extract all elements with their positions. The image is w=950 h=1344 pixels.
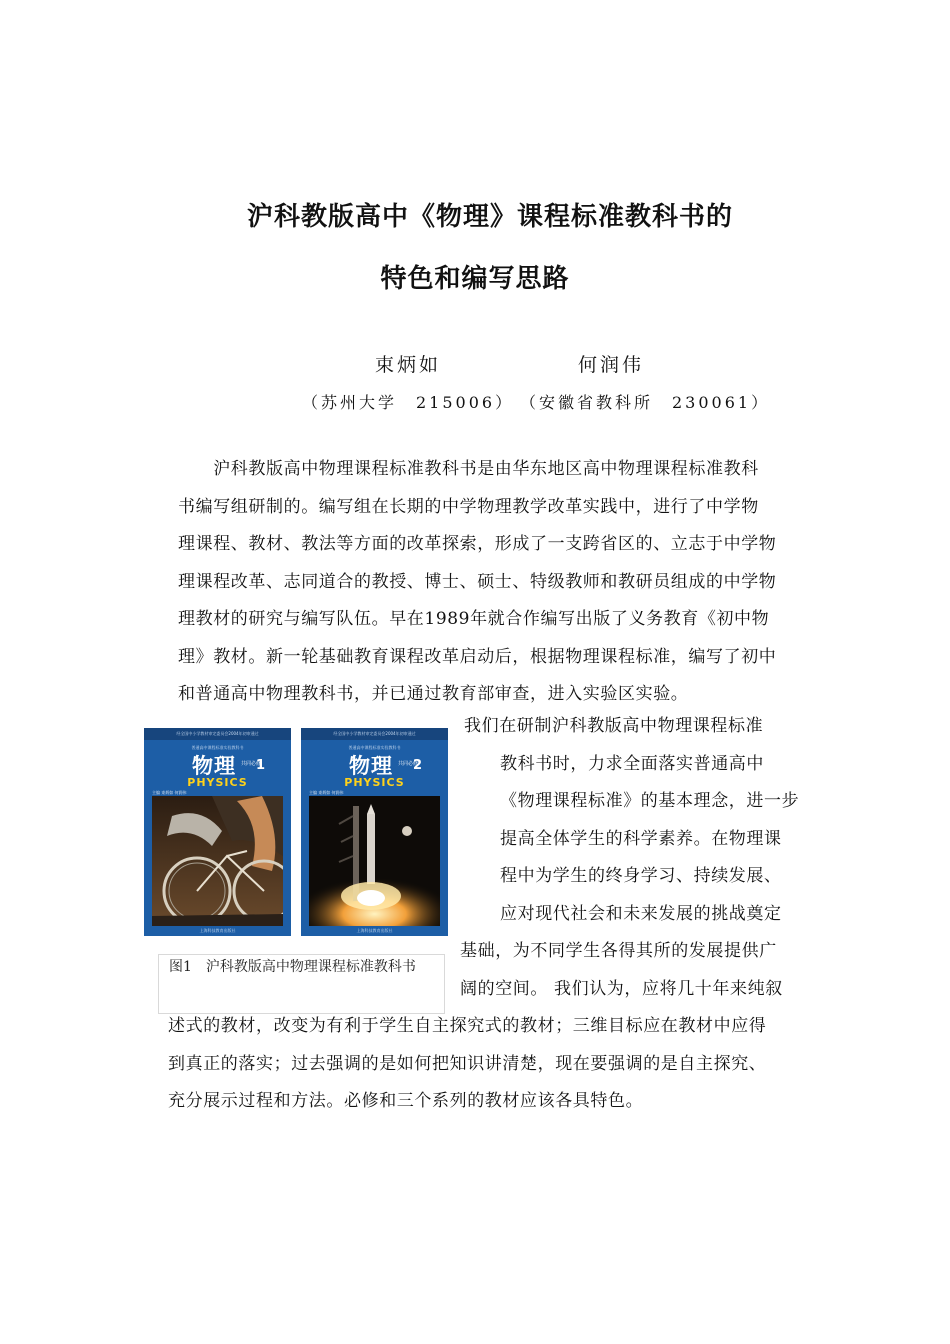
author-affiliation: （安徽省教科所 230061）: [520, 393, 771, 412]
text-line: 理课程改革、志同道合的教授、博士、硕士、特级教师和教研员组成的中学物: [178, 571, 777, 592]
cover-volume-number: 1: [256, 758, 266, 773]
text-line: 理教材的研究与编写队伍。早在1989年就合作编写出版了义务教育《初中物: [178, 609, 770, 629]
cover-editors: 主编 束炳如 何润伟: [152, 790, 187, 795]
author-name: 何润伟: [578, 354, 645, 376]
cover-publisher: 上海科技教育出版社: [199, 928, 236, 933]
text-line: 理课程、教材、教法等方面的改革探索，形成了一支跨省区的、立志于中学物: [178, 534, 777, 554]
cover-subtitle: 共同必修: [398, 761, 419, 767]
author-affiliation: （苏州大学 215006）: [302, 393, 515, 412]
page-title-line-1: 沪科教版高中《物理》课程标准教科书的: [246, 202, 733, 232]
cover-publisher: 上海科技教育出版社: [356, 928, 393, 933]
cover-top-line: 经全国中小学教材审定委员会2004年初审通过: [176, 731, 259, 736]
figure-caption: 图1 沪科教版高中物理课程标准教科书: [158, 954, 445, 1014]
text-line: 阔的空间。 我们认为，应将几十年来纯叙: [460, 978, 783, 999]
text-line: 和普通高中物理教科书，并已通过教育部审查，进入实验区实验。: [178, 684, 689, 704]
cover-volume-number: 2: [413, 758, 423, 773]
author-name: 束炳如: [375, 354, 442, 376]
cover-title-cn: 物理: [349, 754, 393, 778]
cover-editors: 主编 束炳如 何润伟: [309, 790, 344, 795]
text-line: 我们在研制沪科教版高中物理课程标准: [464, 716, 764, 736]
cover-series: 普通高中课程标准实验教科书: [348, 745, 401, 750]
text-line: 应对现代社会和未来发展的挑战奠定: [500, 903, 782, 924]
cover-top-line: 经全国中小学教材审定委员会2004年初审通过: [333, 731, 416, 736]
text-line: 基础，为不同学生各得其所的发展提供广: [460, 941, 777, 961]
text-line: 理》教材。新一轮基础教育课程改革启动后，根据物理课程标准，编写了初中: [178, 646, 777, 667]
text-line: 充分展示过程和方法。必修和三个系列的教材应该各具特色。: [168, 1091, 644, 1111]
page-title-line-2: 特色和编写思路: [380, 264, 570, 294]
paragraph-intro: [178, 451, 776, 714]
book-cover-2: [301, 728, 448, 936]
bicycle-photo-image: [152, 796, 283, 926]
text-line: 沪科教版高中物理课程标准教科书是由华东地区高中物理课程标准教科: [178, 459, 759, 479]
text-line: 提高全体学生的科学素养。在物理课: [500, 828, 782, 849]
text-line: 书编写组研制的。编写组在长期的中学物理教学改革实践中，进行了中学物: [178, 496, 759, 517]
cover-series: 普通高中课程标准实验教科书: [191, 745, 244, 750]
cover-title-cn: 物理: [192, 754, 236, 778]
book-cover-1: [144, 728, 291, 936]
cover-title-en: PHYSICS: [344, 776, 405, 789]
paragraph-continued: [168, 1008, 766, 1121]
text-line: 教科书时，力求全面落实普通高中: [500, 753, 764, 774]
cover-title-en: PHYSICS: [187, 776, 248, 789]
text-line: 到真正的落实；过去强调的是如何把知识讲清楚，现在要强调的是自主探究、: [168, 1053, 767, 1074]
text-line: 程中为学生的终身学习、持续发展、: [500, 866, 782, 886]
text-line: 《物理课程标准》的基本理念，进一步: [500, 791, 800, 811]
rocket-launch-photo-image: [309, 796, 440, 926]
paragraph-wrapped: [460, 708, 800, 1008]
cover-subtitle: 共同必修: [241, 761, 262, 767]
text-line: 述式的教材，改变为有利于学生自主探究式的教材；三维目标应在教材中应得: [168, 1016, 767, 1036]
